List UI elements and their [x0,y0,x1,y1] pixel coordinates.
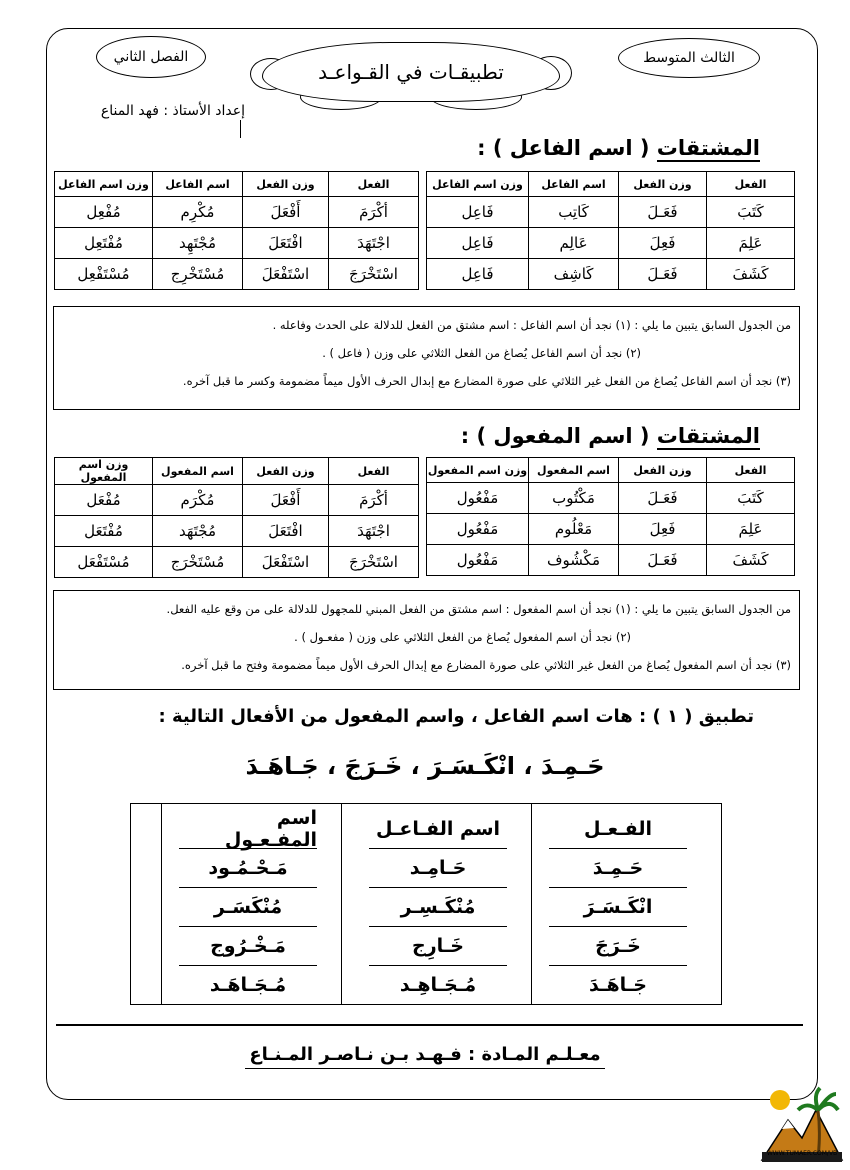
table-cell: كَشَفَ [707,545,795,576]
table-row [427,197,795,228]
table-cell: عَالِم [529,228,619,259]
answer-cell: حَـامِـد [369,849,507,888]
answer-cell: مَـحْـمُـود [179,849,317,888]
table-cell: اسْتَخْرَجَ [329,259,419,290]
table-header: اسم الفاعل [153,172,243,197]
answer-cell: حَـمِـدَ [549,849,687,888]
section2-subtitle: ( اسم المفعول ) [476,424,650,448]
table-cell: مُفْتَعَل [55,516,153,547]
column-divider [341,804,342,1004]
table-cell: فَعَـلَ [619,545,707,576]
table-header: اسم المفعول [153,458,243,485]
table-row [55,197,419,228]
table-cell: اسْتَفْعَلَ [243,259,329,290]
table-cell: عَلِمَ [707,514,795,545]
table-header: وزن الفعل [619,458,707,483]
table-header: اسم الفاعل [529,172,619,197]
table-cell: مَفْعُول [427,545,529,576]
section1-colon: : [477,136,486,160]
table-header: وزن الفعل [243,172,329,197]
table-cell: كَشَفَ [707,259,795,290]
application-title: تطبيق ( ١ ) : هات اسم الفاعل ، واسم المفعول من الأفعال التالية : [158,706,754,727]
table-cell: مُفْعَل [55,485,153,516]
note-line: من الجدول السابق يتبين ما يلي : (١) نجد أن اسم المفعول : اسم مشتق من الفعل المبني للمجهول للدلالة على من وقع عليه الفعل. [166,602,791,616]
table-cell: مُفْتَعِل [55,228,153,259]
answer-header: اسم الفـاعـل [369,810,507,849]
table-row [55,259,419,290]
grade-label: الثالث المتوسط [618,38,760,78]
section2-colon: : [460,424,470,448]
section1-subtitle: ( اسم الفاعل ) [492,136,650,160]
table-cell: مُسْتَخْرِج [153,259,243,290]
table-cell: مَعْلُوم [529,514,619,545]
table-cell: أَفْعَلَ [243,197,329,228]
note-line: (٢) نجد أن اسم المفعول يُصاغ من الفعل الثلاثي على وزن ( مفعـول ) . [294,630,631,644]
table-cell: اجْتَهَدَ [329,516,419,547]
answer-column-verb [549,810,687,1005]
table-header: وزن اسم الفاعل [427,172,529,197]
section1-title [477,136,760,160]
answer-header: الفـعـل [549,810,687,849]
table-cell: مُكْرِم [153,197,243,228]
author-credit: إعداد الأستاذ : فهد المناع [100,103,245,119]
table-cell: كَتَبَ [707,483,795,514]
table-cell: مَفْعُول [427,514,529,545]
teacher-credit [0,1044,850,1065]
section1-right-table [426,171,795,290]
table-header: وزن اسم الفاعل [55,172,153,197]
table-cell: اسْتَفْعَلَ [243,547,329,578]
answer-cell: مُنْكَـسِـر [369,888,507,927]
table-cell: أَفْعَلَ [243,485,329,516]
table-header: وزن اسم المفعول [427,458,529,483]
table-cell: مُسْتَخْرَج [153,547,243,578]
table-cell: مَكْتُوب [529,483,619,514]
term-label: الفصل الثاني [96,36,206,78]
table-cell: مُسْتَفْعَل [55,547,153,578]
table-header: الفعل [707,172,795,197]
table-row [427,228,795,259]
table-row [55,516,419,547]
table-row [55,485,419,516]
table-cell: كَاتِب [529,197,619,228]
table-cell: مُجْتَهِد [153,228,243,259]
table-row [427,514,795,545]
table-cell: اسْتَخْرَجَ [329,547,419,578]
answer-cell: مُـجَـاهِـد [369,966,507,1005]
table-cell: فَاعِل [427,259,529,290]
author-divider [240,120,247,138]
section1-notes [53,306,800,410]
table-header: وزن اسم المفعول [55,458,153,485]
table-cell: مُجْتَهَد [153,516,243,547]
application-answer-table [130,803,722,1005]
column-divider [531,804,532,1004]
table-cell: فَعَـلَ [619,483,707,514]
answer-cell: مَـخْـرُوج [179,927,317,966]
table-cell: عَلِمَ [707,228,795,259]
table-cell: كَاشِف [529,259,619,290]
table-row [55,228,419,259]
table-header: اسم المفعول [529,458,619,483]
note-line: (٣) نجد أن اسم الفاعل يُصاغ من الفعل غير الثلاثي على صورة المضارع مع إبدال الحرف الأول ميماً مضمومة وكسر ما قبل آخره. [182,374,791,388]
answer-cell: خَـارِج [369,927,507,966]
answer-cell: جَـاهَـدَ [549,966,687,1005]
column-divider [161,804,162,1004]
section2-title [461,424,760,448]
table-header: الفعل [707,458,795,483]
site-logo-caption: WWW.TUMAER.COM/VB [766,1150,838,1157]
table-cell: افْتَعَلَ [243,228,329,259]
section1-heading: المشتقات [656,136,760,160]
application-verbs: حَـمِـدَ ، انْكَـسَـرَ ، خَـرَجَ ، جَـاهَـدَ [245,752,605,780]
footer-divider [56,1024,803,1026]
table-header: الفعل [329,172,419,197]
section2-notes [53,590,800,690]
table-header: وزن الفعل [243,458,329,485]
table-header: الفعل [329,458,419,485]
table-cell: مُكْرَم [153,485,243,516]
table-cell: أكْرَمَ [329,197,419,228]
table-row [427,483,795,514]
page-title: تطبيقـات في القـواعـد [262,42,560,102]
table-row [427,259,795,290]
answer-cell: انْكَـسَـرَ [549,888,687,927]
table-cell: فَاعِل [427,197,529,228]
note-line: (٣) نجد أن اسم المفعول يُصاغ من الفعل غير الثلاثي على صورة المضارع مع إبدال الحرف الأول ميماً مضمومة وفتح ما قبل آخره. [181,658,791,672]
table-cell: مَفْعُول [427,483,529,514]
answer-cell: مُنْكَسَـر [179,888,317,927]
note-line: من الجدول السابق يتبين ما يلي : (١) نجد أن اسم الفاعل : اسم مشتق من الفعل للدلالة على الحدث وفاعله . [272,318,791,332]
answer-cell: خَـرَجَ [549,927,687,966]
table-cell: افْتَعَلَ [243,516,329,547]
answer-column-active [369,810,507,1005]
section2-heading: المشتقات [656,424,760,448]
table-cell: فَعِلَ [619,514,707,545]
table-cell: مُسْتَفْعِل [55,259,153,290]
answer-cell: مُـجَـاهَـد [179,966,317,1005]
table-cell: اجْتَهَدَ [329,228,419,259]
table-cell: مَكْشُوف [529,545,619,576]
table-cell: فَعِلَ [619,228,707,259]
table-row [55,547,419,578]
answer-column-passive [179,807,317,1005]
table-cell: مُفْعِل [55,197,153,228]
answer-header: اسم المفـعـول [179,810,317,849]
table-cell: كَتَبَ [707,197,795,228]
section2-right-table [426,457,795,576]
note-line: (٢) نجد أن اسم الفاعل يُصاغ من الفعل الثلاثي على وزن ( فاعل ) . [322,346,641,360]
section2-left-table [54,457,419,578]
table-header: وزن الفعل [619,172,707,197]
table-row [427,545,795,576]
section1-left-table [54,171,419,290]
table-cell: فَاعِل [427,228,529,259]
table-cell: فَعَـلَ [619,197,707,228]
table-cell: أكْرَمَ [329,485,419,516]
teacher-name: معـلـم المـادة : فـهـد بـن نـاصـر المـنـاع [245,1044,604,1069]
table-cell: فَعَـلَ [619,259,707,290]
